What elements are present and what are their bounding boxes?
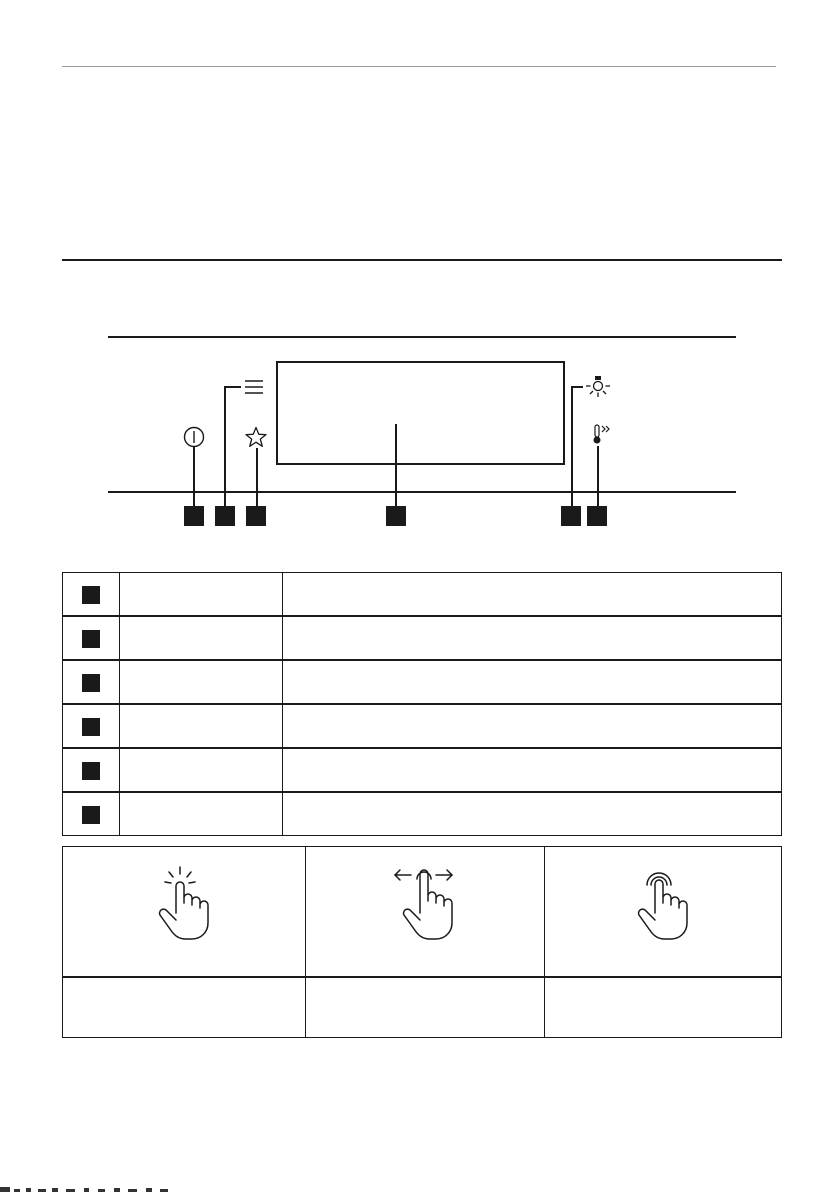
description-cell <box>283 792 782 836</box>
function-name-cell <box>120 573 283 617</box>
leader-line-2-h <box>224 386 241 388</box>
gesture-cell-swipe <box>306 847 545 978</box>
leader-line-6 <box>597 446 599 506</box>
control-legend-table <box>62 572 782 836</box>
table-row <box>63 616 782 660</box>
number-marker <box>82 586 100 604</box>
callout-marker-6 <box>587 506 607 526</box>
power-icon[interactable] <box>183 426 205 448</box>
leader-line-5-h <box>571 386 583 388</box>
table-row <box>63 573 782 617</box>
touch-and-hold-gesture-icon <box>633 865 693 941</box>
leader-line-3 <box>256 448 258 506</box>
gesture-label-swipe <box>306 977 545 1038</box>
callout-marker-5 <box>561 506 581 526</box>
number-marker <box>82 674 100 692</box>
gesture-cell-tap <box>63 847 306 978</box>
thermometer-fast-heat-icon[interactable] <box>590 423 614 447</box>
control-panel-diagram <box>0 0 840 540</box>
menu-icon[interactable] <box>244 378 264 396</box>
callout-marker-3 <box>246 506 266 526</box>
swipe-gesture-icon <box>392 865 458 941</box>
function-name-cell <box>120 792 283 836</box>
star-icon[interactable] <box>244 426 268 448</box>
number-marker <box>82 762 100 780</box>
gesture-cell-touch-and-hold <box>545 847 782 978</box>
tap-gesture-icon <box>154 865 214 941</box>
callout-marker-2 <box>215 506 235 526</box>
display-screen[interactable] <box>276 361 565 465</box>
number-marker <box>82 630 100 648</box>
lamp-icon[interactable] <box>584 375 612 399</box>
table-row <box>63 704 782 748</box>
panel-top-edge <box>108 336 736 338</box>
callout-marker-4 <box>386 506 406 526</box>
table-row <box>63 660 782 704</box>
row-number-cell <box>63 792 120 836</box>
leader-line-4 <box>395 424 397 506</box>
row-number-cell <box>63 660 120 704</box>
function-name-cell <box>120 660 283 704</box>
description-cell <box>283 616 782 660</box>
function-name-cell <box>120 704 283 748</box>
table-row <box>63 792 782 836</box>
row-number-cell <box>63 616 120 660</box>
leader-line-1 <box>193 447 195 506</box>
function-name-cell <box>120 616 283 660</box>
number-marker <box>82 806 100 824</box>
panel-bottom-edge <box>108 491 736 493</box>
description-cell <box>283 660 782 704</box>
leader-line-2 <box>224 386 226 506</box>
leader-line-5 <box>571 386 573 506</box>
page-bottom-edge-marks <box>0 1186 200 1192</box>
gesture-label-touch-and-hold <box>545 977 782 1038</box>
description-cell <box>283 573 782 617</box>
row-number-cell <box>63 704 120 748</box>
number-marker <box>82 718 100 736</box>
table-row <box>63 748 782 792</box>
gesture-table <box>62 846 782 1038</box>
callout-marker-1 <box>184 506 204 526</box>
description-cell <box>283 748 782 792</box>
function-name-cell <box>120 748 283 792</box>
row-number-cell <box>63 573 120 617</box>
gesture-label-tap <box>63 977 306 1038</box>
row-number-cell <box>63 748 120 792</box>
description-cell <box>283 704 782 748</box>
